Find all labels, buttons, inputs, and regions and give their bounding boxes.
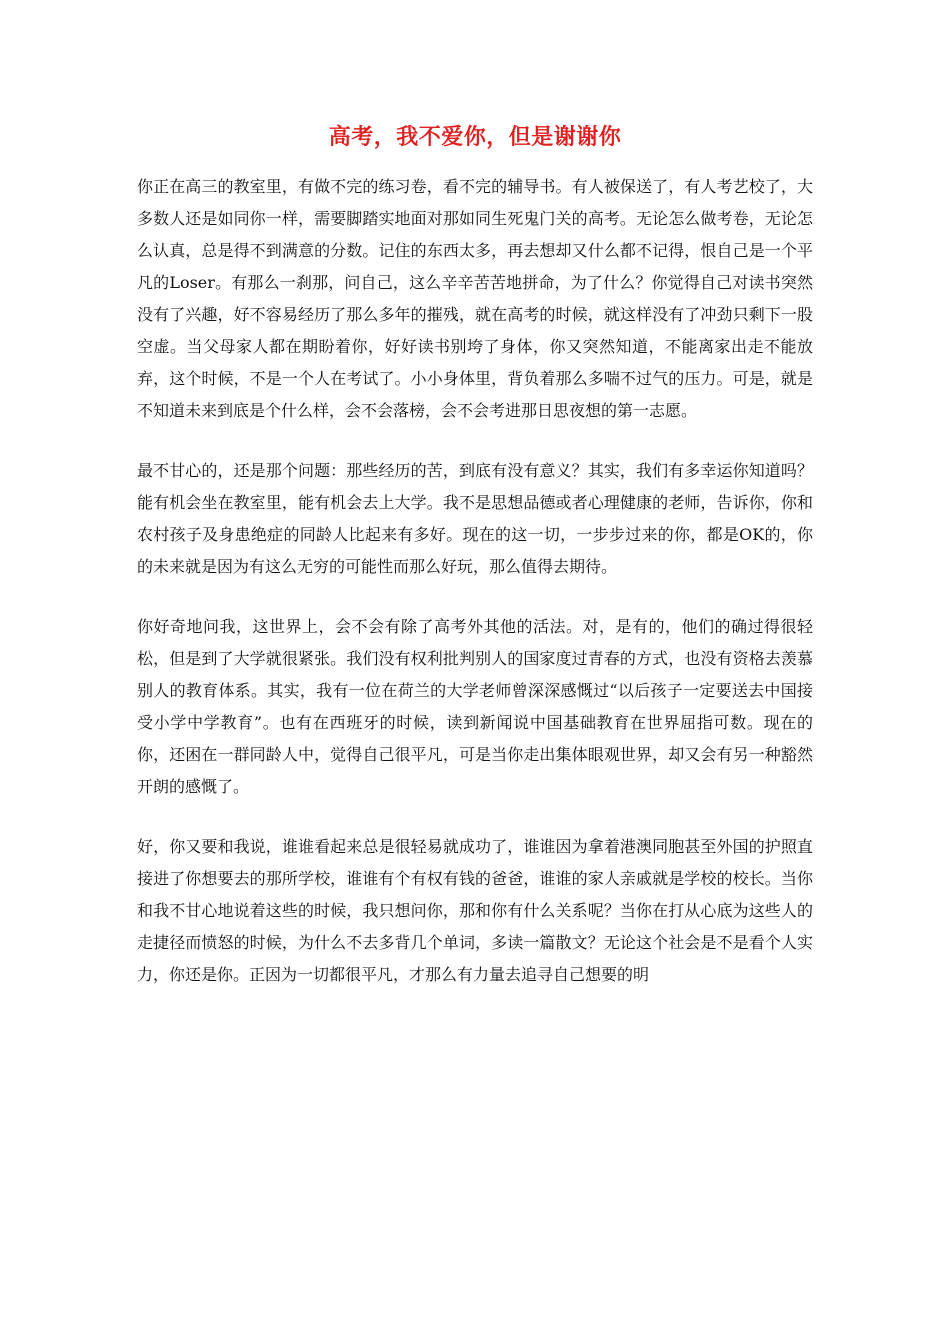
document-body: [137, 171, 813, 1019]
document-title: 高考，我不爱你，但是谢谢你: [328, 124, 622, 150]
paragraph-4: 好，你又要和我说，谁谁看起来总是很轻易就成功了，谁谁因为拿着港澳同胞甚至外国的护照直接进了你想要去的那所学校，谁谁有个有权有钱的爸爸，谁谁的家人亲戚就是学校的校长。当你和我不甘心地说着这些的时候，我只想问你，那和你有什么关系呢？当你在打从心底为这些人的走捷径而愤怒的时候，为什么不去多背几个单词，多读一篇散文？无论这个社会是不是看个人实力，你还是你。正因为一切都很平凡，才那么有力量去追寻自己想要的明: [137, 837, 813, 984]
paragraph-3: 你好奇地问我，这世界上，会不会有除了高考外其他的活法。对，是有的，他们的确过得很轻松，但是到了大学就很紧张。我们没有权利批判别人的国家度过青春的方式，也没有资格去羡慕别人的教育体系。其实，我有一位在荷兰的大学老师曾深深感慨过“以后孩子一定要送去中国接受小学中学教育”。也有在西班牙的时候，读到新闻说中国基础教育在世界屈指可数。现在的你，还困在一群同龄人中，觉得自己很平凡，可是当你走出集体眼观世界，却又会有另一种豁然开朗的感慨了。: [137, 617, 813, 796]
paragraph-1: 你正在高三的教室里，有做不完的练习卷，看不完的辅导书。有人被保送了，有人考艺校了，大多数人还是如同你一样，需要脚踏实地面对那如同生死鬼门关的高考。无论怎么做考卷，无论怎么认真，总是得不到满意的分数。记住的东西太多，再去想却又什么都不记得，恨自己是一个平凡的Loser。有那么一刹那，问自己，这么辛辛苦苦地拼命，为了什么？你觉得自己对读书突然没有了兴趣，好不容易经历了那么多年的摧残，就在高考的时候，就这样没有了冲劲只剩下一股空虚。当父母家人都在期盼着你，好好读书别垮了身体，你又突然知道，不能离家出走不能放弃，这个时候，不是一个人在考试了。小小身体里，背负着那么多喘不过气的压力。可是，就是不知道未来到底是个什么样，会不会落榜，会不会考进那日思夜想的第一志愿。: [137, 177, 813, 420]
paragraph-2: 最不甘心的，还是那个问题：那些经历的苦，到底有没有意义？其实，我们有多幸运你知道吗？能有机会坐在教室里，能有机会去上大学。我不是思想品德或者心理健康的老师，告诉你，你和农村孩子及身患绝症的同龄人比起来有多好。现在的这一切，一步步过来的你，都是OK的，你的未来就是因为有这么无穷的可能性而那么好玩，那么值得去期待。: [137, 461, 813, 576]
